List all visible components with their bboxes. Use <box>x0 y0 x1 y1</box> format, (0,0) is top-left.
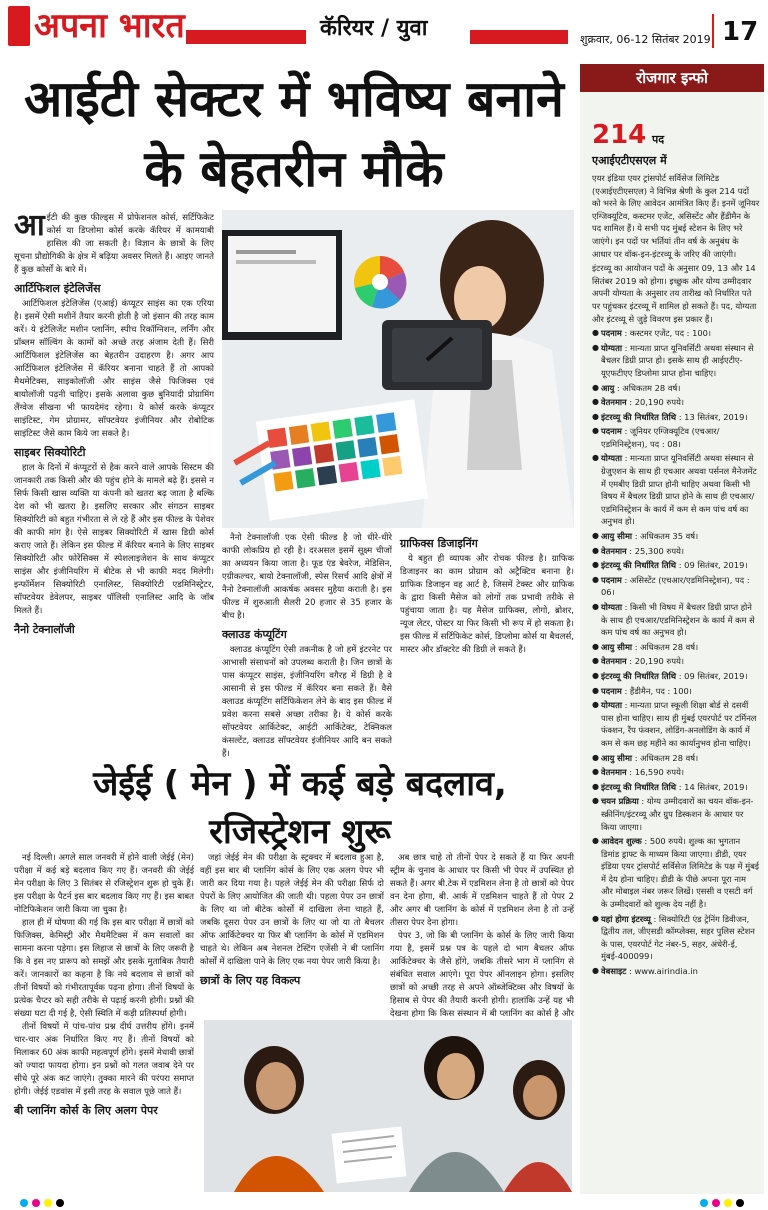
designer-illustration <box>222 210 574 528</box>
vacancy-unit: पद <box>652 133 665 146</box>
yellow-dot <box>44 1199 52 1207</box>
list-item: ● योग्यता : किसी भी विषय में बैचलर डिग्री प्राप्त होने के साथ ही एचआर/एडमिनिस्ट्रेशन के कार्य में कम से कम पांच वर्ष का अनुभव हो। <box>592 601 760 639</box>
section-title: कॅरियर / युवा <box>320 16 428 41</box>
sidebar-body <box>592 172 760 1187</box>
black-dot <box>736 1199 744 1207</box>
dropcap: आ <box>14 208 45 243</box>
article2-lead: नई दिल्ली। अगले साल जनवरी में होने वाली जेईई (मेन) परीक्षा में कई बड़े बदलाव किए गए हैं। जनवरी की जेईई मेन परीक्षा के लिए 3 सितंबर से रजिस्ट्रेशन शुरू हो चुके हैं। इस परीक्षा के पैटर्न इस बार बदलाव किए गए हैं। इस बाबत नोटिफिकेशन जारी किया जा चुका है। <box>14 853 194 915</box>
list-item: ● वेतनमान : 25,300 रुपये। <box>592 545 760 558</box>
magenta-dot <box>32 1199 40 1207</box>
article2-para-2: हाल ही में घोषणा की गई कि इस बार परीक्षा में छात्रों को फिजिक्स, केमिस्ट्री और मैथमैटिक्स में कम सवालों का सामना करना पड़ेगा। इस लिहाज से छात्रों के लिए जरूरी है कि वे इस नए प्रारूप को समझें और इसके मुताबिक तैयारी करें। जानकारों का कहना है कि नये बदलाव से छात्रों को तीनों विषयों को गंभीरतापूर्वक पढ़ना होगा। तीनों विषयों के प्रत्येक चैप्टर को सही तरीके से पढ़ाई करनी होगी। प्रश्नों की संख्या घटा दी गई है, ऐसी स्थिति में कड़ी प्रतिस्पर्धा होगी। <box>14 918 194 1019</box>
page-separator <box>712 14 714 48</box>
cyan-dot <box>20 1199 28 1207</box>
masthead-bar-right <box>470 30 568 44</box>
subhead-graphics: ग्राफिक्स डिजाइनिंग <box>400 537 478 550</box>
list-item: ● आवेदन शुल्क : 500 रुपये। शुल्क का भुगतान डिमांड ड्राफ्ट के माध्यम किया जाएगा। डीडी, एयर इंडिया एयर ट्रांसपोर्ट सर्विसेज लिमिटेड के पक्ष में मुंबई में देय होना चाहिए। डीडी के पीछे अपना पूरा नाम और मोबाइल नंबर जरूर लिखें। एससी व एसटी वर्ग के उम्मीदवारों को शुल्क देय नहीं है। <box>592 835 760 911</box>
article2-headline: जेईई ( मेन ) में कई बड़े बदलाव, रजिस्ट्रेशन शुरू <box>93 764 507 852</box>
list-item: ● वेबसाइट : www.airindia.in <box>592 965 760 978</box>
yellow-dot <box>724 1199 732 1207</box>
list-item: ● वेतनमान : 20,190 रुपये। <box>592 655 760 668</box>
list-item: ● इंटरव्यू की निर्धारित तिथि : 13 सितंबर, 2019। <box>592 411 760 424</box>
article1-headline: आईटी सेक्टर में भविष्य बनाने के बेहतरीन मौके <box>24 70 564 198</box>
subhead-ai: आर्टिफिशल इंटेलिजेंस <box>14 282 101 295</box>
ai-paragraph: आर्टिफिशल इंटेलिजेंस (एआई) कंप्यूटर साइंस का एक एरिया है। इसमें ऐसी मशीनें तैयार करनी होती है जो इंसान की तरह काम करें। ये इंटेलिजेंट मशीन प्लानिंग, स्पीच रिकॉग्निशन, लर्निंग और प्रॉब्लम सॉल्विंग के कामों को अच्छे तरह अंजाम देती हैं। सिरी आर्टिफिशल इंटेलिजेंस का बेहतरीन उदाहरण है। अगर आप आर्टिफिशल इंटेलिजेंस में कॅरियर बनाना चाहते हैं तो आपको मैथमेटिक्स, साइकोलॉजी और साइंस जैसे फिजिक्स एवं बायोलॉजी पढ़नी चाहिए। इसके अलावा कुछ बुनियादी प्रोग्रामिंग लैंग्वेज सीखना भी फायदेमंद रहेगा। ये कोर्स करके कंप्यूटर साइंटिस्ट, गेम प्रोग्रामर, सॉफ्टवेयर इंजीनियर और रोबोटिक साइंटिस्ट जैसे काम किये जा सकते है। <box>14 299 214 439</box>
article1-column-2 <box>222 532 392 759</box>
article2-column-2 <box>200 852 384 1016</box>
article2-para-5: अब छात्र चाहे तो तीनों पेपर दे सकते हैं या फिर अपनी स्ट्रीम के चुनाव के आधार पर किसी भी पेपर में उपस्थित हो सकते हैं। अगर बी.टेक में एडमिशन लेना है तो छात्रों को पेपर वन देना होगा, बी. आर्क में एडमिशन चाहते हैं तो पेपर 2 और अगर बी प्लानिंग के कोर्स में एडमिशन लेना है तो उन्हें तीसरा पेपर देना होगा। <box>390 853 574 928</box>
black-dot <box>56 1199 64 1207</box>
list-item: ● आयु सीमा : अधिकतम 35 वर्ष। <box>592 530 760 543</box>
article2-photo <box>204 1020 572 1192</box>
article2-para-3: तीनों विषयों में पांच-पांच प्रश्न दीर्घ उत्तरीय होंगे। इनमें चार-चार अंक निर्धारित किए गए हैं। तीनों विषयों को मिलाकर 60 अंक काफी महत्वपूर्ण होंगे। इसमें मेधावी छात्रों को ज्यादा फायदा होगा। इन प्रश्नों को गलत जवाब देने पर सीधे पूरे अंक कट जाएंगे। तुक्का मारने की परंपरा समाप्त होगी। जेईई एडवांस में इसी तरह के सवाल पूछे जाते हैं। <box>14 1022 194 1097</box>
article1-intro: ईटी की कुछ फील्ड्स में प्रोफेशनल कोर्स, सर्टिफिकेट कोर्स या डिप्लोमा कोर्स करके कॅरियर में कामयाबी हासिल की जा सकती है। विज्ञान के छात्रों के लिए सूचना प्रौद्योगिकी के क्षेत्र में बढ़िया अवसर मिलते हैं। आइए जानते हैं कुछ कोर्सों के बारे में। <box>14 213 214 275</box>
list-item: ● आयु : अधिकतम 28 वर्ष। <box>592 382 760 395</box>
vacancy-details <box>592 327 760 978</box>
cloud-paragraph: क्लाउड कंप्यूटिंग ऐसी तकनीक है जो हमें इंटरनेट पर आभासी संसाधनों को उपलब्ध कराती है। जिन छात्रों के पास कंप्यूटर साइंस, इंजीनियरिंग वगैरह में डिग्री है वे आसानी से इस फील्ड में कॅरियर बना सकते हैं। वैसे क्लाउड कंप्यूटिंग सर्टिफिकेशन लेने के बाद इस फील्ड में प्रवेश करना सबसे अच्छा तरीका है। ये कोर्स करके सॉफ्टवेयर आर्किटेक्ट, आईटी आर्किटेक्ट, टेक्निकल कंसल्टेंट, क्लाउड सॉफ्टवेयर इंजीनियर आदि बन सकते हैं। <box>222 645 392 759</box>
issue-date: शुक्रवार, 06-12 सितंबर 2019 <box>580 33 711 46</box>
subhead-nano: नैनो टेक्नालॉजी <box>14 623 75 636</box>
registration-marks <box>0 1196 768 1210</box>
list-item: ● पदनाम : जूनियर एग्जिक्यूटिव (एचआर/एडमिनिस्ट्रेशन), पद : 08। <box>592 425 760 450</box>
list-item: ● इंटरव्यू की निर्धारित तिथि : 14 सितंबर, 2019। <box>592 781 760 794</box>
cyber-paragraph: हाल के दिनों में कंप्यूटरों से हैक करने वाले आपके सिस्टम की जानकारी तक किसी और की पहुंच होने के मामले बढ़े हैं। इससे न सिर्फ किसी खास व्यक्ति या कंपनी को खतरा बढ़ जाता है बल्कि देश को भी खतरा है। इसलिए सरकार और संगठन साइबर सिक्योरिटी को बहुत गंभीरता से ले रहे हैं और इस फील्ड के पेशेवर की काफी मांग है। ऐसे साइबर सिक्योरिटी में खास डिग्री कोर्स कराए जाते हैं। लेकिन इस फील्ड में कॅरियर बनाने के लिए साइबर सिक्योरिटी और फोरेंसिक्स में स्पेशलाइजेशन के साथ कंप्यूटर साइंस और इंजीनियरिंग में बीटेक से भी काफी मदद मिलेगी। इन्फॉर्मेशन सिक्योरिटी एनालिस्ट, सिक्योरिटी एडमिनिस्ट्रेटर, सॉफ्टवेयर डेवेलपर, साइबर पॉलिसी एनालिस्ट आदि के जॉब मिलते हैं। <box>14 463 214 616</box>
cyan-dot <box>700 1199 708 1207</box>
list-item: ● आयु सीमा : अधिकतम 28 वर्ष। <box>592 641 760 654</box>
brand-name: अपना भारत <box>34 6 185 46</box>
list-item: ● पदनाम : हैंडीमैन, पद : 100। <box>592 685 760 698</box>
organization: एआईएटीएसएल में <box>592 154 667 167</box>
students-illustration <box>204 1020 572 1192</box>
list-item: ● पदनाम : असिस्टेंट (एचआर/एडमिनिस्ट्रेशन), पद : 06। <box>592 574 760 599</box>
list-item: ● इंटरव्यू की निर्धारित तिथि : 09 सितंबर, 2019। <box>592 670 760 683</box>
page-number: 17 <box>722 17 759 47</box>
list-item: ● वेतनमान : 20,190 रुपये। <box>592 396 760 409</box>
jobs-sidebar <box>580 64 764 1194</box>
sidebar-intro: एयर इंडिया एयर ट्रांसपोर्ट सर्विसेज लिमिटेड (एआईएटीएसएल) ने विभिन्न श्रेणी के कुल 214 पदों को भरने के लिए आवेदन आमंत्रित किए हैं। इनमें जूनियर एग्जिक्यूटिव, कस्टमर एजेंट, असिस्टेंट और हैंडीमैन के पद शामिल हैं। ये सभी पद मुंबई स्टेशन के लिए भरे जाएंगे। इन पदों पर भर्तियां तीन वर्ष के अनुबंध के आधार पर वॉक-इन-इंटरव्यू के जरिए की जाएंगी। <box>592 173 760 259</box>
article2-column-3 <box>390 852 574 1019</box>
article2-para-4: जहां जेईई मेन की परीक्षा के स्ट्रक्चर में बदलाव हुआ है, वहीं इस बार बी प्लानिंग कोर्स के लिए एक अलग पेपर भी जारी कर दिया गया है। पहले जेईई मेन की परीक्षा सिर्फ दो पेपरों के लिए आयोजित की जाती थी। पहला पेपर उन छात्रों के लिए था जो बीटेक कोर्सों में दाखिला लेना चाहते हैं, जबकि दूसरा पेपर उन छात्रों के लिए था जो या तो बैचलर ऑफ आर्किटेक्चर या फिर बी प्लानिंग के कोर्स में एडमिशन चाहते थे। लेकिन अब नेशनल टेस्टिंग एजेंसी ने बी प्लानिंग कोर्सों में दाखिला पाने के लिए एक नया पेपर जारी किया है। <box>200 853 384 967</box>
masthead <box>0 0 768 52</box>
logo-mark <box>8 6 30 46</box>
list-item: ● योग्यता : मान्यता प्राप्त यूनिवर्सिटी अथवा संस्थान से ग्रेजुएशन के साथ ही एचआर अथवा पर्सनल मैनेजमेंट में एमबीए डिग्री प्राप्त होनी चाहिए अथवा किसी भी विषय में बैचलर डिग्री प्राप्त होने के साथ ही एचआर/एडमिनिस्ट्रेशन के कार्य में कम से कम पांच वर्ष का अनुभव हो। <box>592 452 760 528</box>
list-item: ● यहां होगा इंटरव्यू : सिक्योरिटी एंड ट्रेनिंग डिवीजन, द्वितीय तल, जीएसडी कॉम्प्लेक्स, सहर पुलिस स्टेशन के पास, एयरपोर्ट गेट नंबर-5, सहर, अंधेरी-ई, मुंबई-400099। <box>592 913 760 963</box>
article1-column-1 <box>14 208 214 754</box>
graphics-paragraph: ये बहुत ही व्यापक और रोचक फील्ड है। ग्राफिक डिजाइनर का काम प्रोग्राम को अट्रैक्टिव बनाना है। ग्राफिक डिजाइन वह आर्ट है, जिसमें टेक्स्ट और ग्राफिक के द्वारा किसी मैसेज को लोगों तक प्रभावी तरीके से पहुंचाया जाता है। यह मैसेज ग्राफिक्स, लोगो, ब्रोशर, न्यूज लेटर, पोस्टर या फिर किसी भी रूप में हो सकता है। इस फील्ड में सर्टिफिकेट कोर्स, डिप्लोमा कोर्स या बैचलर्स, मास्टर और डॉक्टरेट की डिग्री ले सकते हैं। <box>400 554 574 655</box>
article2-para-6: पेपर 3, जो कि बी प्लानिंग के कोर्स के लिए जारी किया गया है, इसमें प्रश्न पत्र के पहले दो भाग बैचलर ऑफ आर्किटेक्चर के जैसे होंगे, जबकि तीसरे भाग में प्लानिंग से संबंधित सवाल आएंगे। पूरा पेपर ऑनलाइन होगा। इसलिए छात्रों को अच्छी तरह से अपने ऑब्जेक्टिव्स और विषयों के हिसाब से पेपर की तैयारी करनी होगी। हालांकि उन्हें यह भी देखना होगा कि किस संस्थान में बी प्लानिंग का कोर्स है और <box>390 931 574 1019</box>
sidebar-title: रोजगार इन्फो <box>580 64 764 92</box>
subhead-cloud: क्लाउड कंप्यूटिंग <box>222 628 287 641</box>
sidebar-intro-2: इंटरव्यू का आयोजन पदों के अनुसार 09, 13 और 14 सितंबर 2019 को होगा। इच्छुक और योग्य उम्मीदवार अपनी योग्यता के अनुसार तय तारीख को निर्धारित पते पर पहुंचकर इंटरव्यू में शामिल हो सकते हैं। पद, योग्यता और इंटरव्यू से जुड़े विवरण इस प्रकार हैं। <box>592 263 757 324</box>
list-item: ● चयन प्रक्रिया : योग्य उम्मीदवारों का चयन वॉक-इन-स्क्रीनिंग/इंटरव्यू और ग्रुप डिस्कशन के आधार पर किया जाएगा। <box>592 795 760 833</box>
subhead-bplanning: बी प्लानिंग कोर्स के लिए अलग पेपर <box>14 1104 158 1117</box>
list-item: ● आयु सीमा : अधिकतम 28 वर्ष। <box>592 752 760 765</box>
article2-column-1 <box>14 852 194 1192</box>
list-item: ● योग्यता : मान्यता प्राप्त स्कूली शिक्षा बोर्ड से दसवीं पास होना चाहिए। साथ ही मुंबई एयरपोर्ट पर टर्मिनल फंक्शन, रैंप फंक्शन, लोडिंग-अनलोडिंग के कार्य में कम से कम छह महीने का कार्यानुभव होना चाहिए। <box>592 699 760 749</box>
list-item: ● योग्यता : मान्यता प्राप्त यूनिवर्सिटी अथवा संस्थान से बैचलर डिग्री प्राप्त हो। इसके साथ ही आईएटीए-यूएफटीएए डिप्लोमा प्राप्त होना चाहिए। <box>592 342 760 380</box>
nano-paragraph: नैनो टेक्नालॉजी एक ऐसी फील्ड है जो धीरे-धीरे काफी लोकप्रिय हो रही है। दरअसल इसमें सूक्ष्म चीजों का अध्ययन किया जाता है। फूड एंड बेवरेज, मेडिसिन, एग्रीकल्चर, बायो टेक्नालॉजी, स्पेस रिसर्च आदि क्षेत्रों में नैनो टेक्नालॉजी आकर्षक अवसर मुहैया कराती है। इस फील्ड में शुरुआती सैलरी 20 हजार से 35 हजार के बीच है। <box>222 533 392 621</box>
vacancy-count: 214 <box>592 120 647 150</box>
list-item: ● वेतनमान : 16,590 रुपये। <box>592 766 760 779</box>
subhead-cyber: साइबर सिक्योरिटी <box>14 446 86 459</box>
masthead-bar-left <box>186 30 306 44</box>
subhead-option: छात्रों के लिए यह विकल्प <box>200 974 301 987</box>
article1-photo <box>222 210 574 528</box>
list-item: ● पदनाम : कस्टमर एजेंट, पद : 100। <box>592 327 760 340</box>
article1-column-3 <box>400 532 574 754</box>
list-item: ● इंटरव्यू की निर्धारित तिथि : 09 सितंबर, 2019। <box>592 559 760 572</box>
magenta-dot <box>712 1199 720 1207</box>
